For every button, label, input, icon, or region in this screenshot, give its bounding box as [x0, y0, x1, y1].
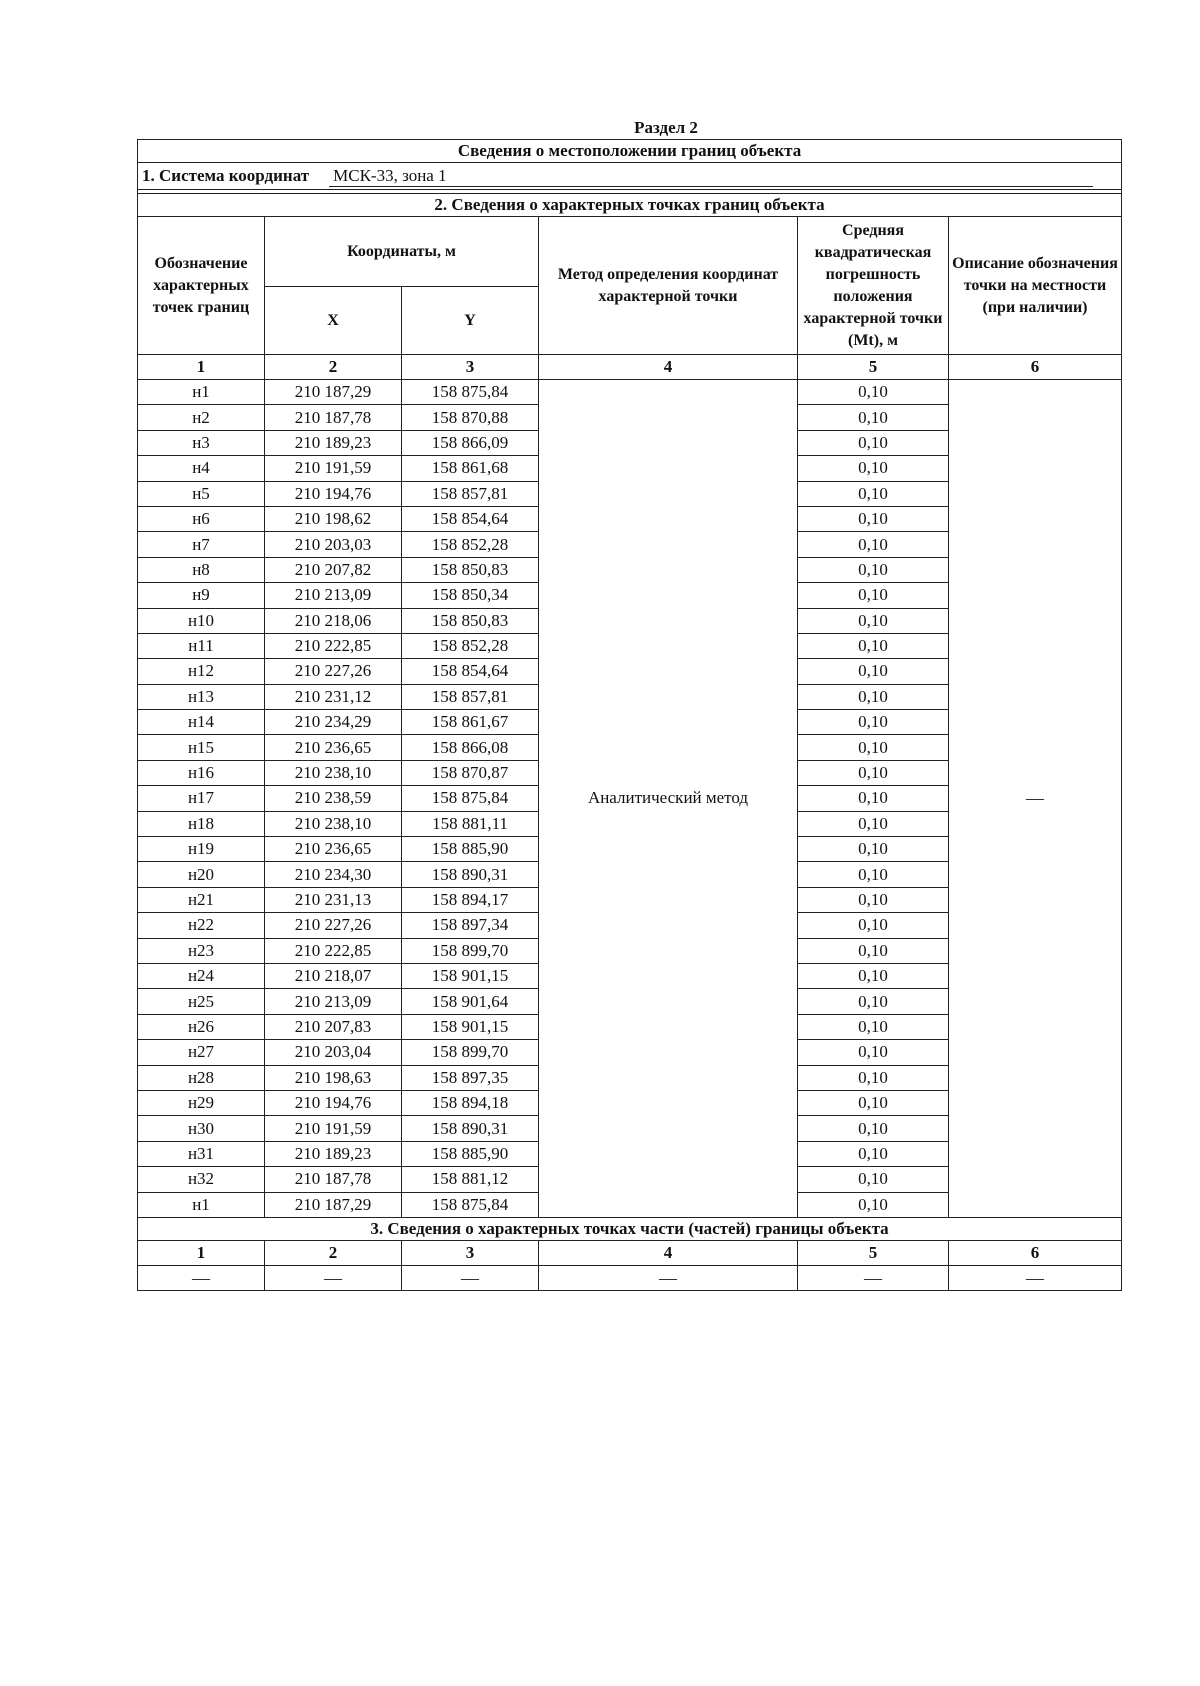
point-name: н15 [138, 735, 265, 760]
coord-system-label: 1. Система координат [142, 165, 310, 185]
empty-value: — [402, 1265, 539, 1290]
error-value: 0,10 [798, 405, 949, 430]
point-name: н16 [138, 760, 265, 785]
error-value: 0,10 [798, 380, 949, 405]
point-name: н10 [138, 608, 265, 633]
subsection3-values-row [138, 1265, 1122, 1290]
coord-x: 210 207,82 [265, 557, 402, 582]
coord-x: 210 238,10 [265, 811, 402, 836]
point-name: н22 [138, 913, 265, 938]
point-name: н30 [138, 1116, 265, 1141]
header-row-top [138, 217, 1122, 287]
coord-y: 158 899,70 [402, 1040, 539, 1065]
coord-x: 210 203,03 [265, 532, 402, 557]
point-name: н6 [138, 506, 265, 531]
error-value: 0,10 [798, 862, 949, 887]
point-name: н23 [138, 938, 265, 963]
coord-y: 158 870,88 [402, 405, 539, 430]
coord-x: 210 213,09 [265, 583, 402, 608]
point-name: н26 [138, 1014, 265, 1039]
header-error: Средняя квадратическая погрешность положения характерной точки (Mt), м [798, 217, 949, 355]
error-value: 0,10 [798, 1065, 949, 1090]
subsection2-row [138, 194, 1122, 217]
point-name: н17 [138, 786, 265, 811]
error-value: 0,10 [798, 735, 949, 760]
point-name: н28 [138, 1065, 265, 1090]
coord-y: 158 901,64 [402, 989, 539, 1014]
point-name: н21 [138, 887, 265, 912]
coord-y: 158 850,83 [402, 557, 539, 582]
coord-y: 158 881,12 [402, 1167, 539, 1192]
point-name: н5 [138, 481, 265, 506]
coord-y: 158 852,28 [402, 532, 539, 557]
point-name: н12 [138, 659, 265, 684]
error-value: 0,10 [798, 811, 949, 836]
coord-y: 158 890,31 [402, 862, 539, 887]
point-name: н27 [138, 1040, 265, 1065]
section-title: Раздел 2 [634, 118, 698, 137]
error-value: 0,10 [798, 684, 949, 709]
coord-x: 210 234,30 [265, 862, 402, 887]
column-number: 1 [138, 1240, 265, 1265]
coord-x: 210 189,23 [265, 430, 402, 455]
point-name: н14 [138, 710, 265, 735]
coord-y: 158 857,81 [402, 684, 539, 709]
coord-y: 158 875,84 [402, 1192, 539, 1217]
header-point-name: Обозначение характерных точек границ [138, 217, 265, 355]
error-value: 0,10 [798, 633, 949, 658]
coord-x: 210 194,76 [265, 481, 402, 506]
error-value: 0,10 [798, 1014, 949, 1039]
point-name: н7 [138, 532, 265, 557]
error-value: 0,10 [798, 557, 949, 582]
coord-x: 210 187,78 [265, 1167, 402, 1192]
error-value: 0,10 [798, 1040, 949, 1065]
coord-x: 210 198,63 [265, 1065, 402, 1090]
coord-y: 158 866,08 [402, 735, 539, 760]
coord-x: 210 222,85 [265, 938, 402, 963]
coord-y: 158 897,34 [402, 913, 539, 938]
coord-x: 210 238,10 [265, 760, 402, 785]
coord-y: 158 861,67 [402, 710, 539, 735]
header-x: X [265, 287, 402, 355]
empty-value: — [539, 1265, 798, 1290]
banner-title: Сведения о местоположении границ объекта [138, 140, 1122, 163]
coord-x: 210 231,12 [265, 684, 402, 709]
error-value: 0,10 [798, 837, 949, 862]
error-value: 0,10 [798, 430, 949, 455]
column-number: 2 [265, 355, 402, 380]
empty-value: — [798, 1265, 949, 1290]
coord-x: 210 218,07 [265, 963, 402, 988]
coord-x: 210 236,65 [265, 837, 402, 862]
point-name: н1 [138, 1192, 265, 1217]
column-number: 6 [949, 355, 1122, 380]
coord-x: 210 222,85 [265, 633, 402, 658]
point-name: н32 [138, 1167, 265, 1192]
point-name: н8 [138, 557, 265, 582]
coord-x: 210 213,09 [265, 989, 402, 1014]
coord-y: 158 897,35 [402, 1065, 539, 1090]
empty-value: — [265, 1265, 402, 1290]
error-value: 0,10 [798, 760, 949, 785]
header-description: Описание обозначения точки на местности (при наличии) [949, 217, 1122, 355]
coord-x: 210 234,29 [265, 710, 402, 735]
coord-y: 158 894,18 [402, 1090, 539, 1115]
column-number: 1 [138, 355, 265, 380]
point-name: н11 [138, 633, 265, 658]
error-value: 0,10 [798, 506, 949, 531]
point-name: н19 [138, 837, 265, 862]
error-value: 0,10 [798, 659, 949, 684]
coord-x: 210 236,65 [265, 735, 402, 760]
coord-y: 158 901,15 [402, 963, 539, 988]
coord-system-row [138, 163, 1122, 190]
column-number: 2 [265, 1240, 402, 1265]
error-value: 0,10 [798, 989, 949, 1014]
error-value: 0,10 [798, 1116, 949, 1141]
coord-y: 158 885,90 [402, 1141, 539, 1166]
error-value: 0,10 [798, 481, 949, 506]
empty-value: — [949, 1265, 1122, 1290]
table-row [138, 380, 1122, 405]
subsection2-title: 2. Сведения о характерных точках границ объекта [138, 194, 1122, 217]
point-name: н24 [138, 963, 265, 988]
error-value: 0,10 [798, 608, 949, 633]
method-cell: Аналитический метод [539, 380, 798, 1218]
column-number: 4 [539, 1240, 798, 1265]
coord-y: 158 866,09 [402, 430, 539, 455]
error-value: 0,10 [798, 887, 949, 912]
coord-y: 158 861,68 [402, 456, 539, 481]
column-number: 4 [539, 355, 798, 380]
point-name: н1 [138, 380, 265, 405]
error-value: 0,10 [798, 938, 949, 963]
coord-x: 210 198,62 [265, 506, 402, 531]
error-value: 0,10 [798, 1192, 949, 1217]
coord-x: 210 189,23 [265, 1141, 402, 1166]
error-value: 0,10 [798, 1167, 949, 1192]
coord-y: 158 854,64 [402, 659, 539, 684]
coord-y: 158 854,64 [402, 506, 539, 531]
coord-y: 158 850,34 [402, 583, 539, 608]
coord-y: 158 890,31 [402, 1116, 539, 1141]
subsection3-row [138, 1217, 1122, 1240]
coord-y: 158 875,84 [402, 786, 539, 811]
column-number: 5 [798, 355, 949, 380]
coord-y: 158 901,15 [402, 1014, 539, 1039]
header-method: Метод определения координат характерной точки [539, 217, 798, 355]
coord-y: 158 894,17 [402, 887, 539, 912]
coord-x: 210 187,29 [265, 1192, 402, 1217]
coord-y: 158 870,87 [402, 760, 539, 785]
boundary-table [137, 139, 1122, 1291]
subsection3-title: 3. Сведения о характерных точках части (частей) границы объекта [138, 1217, 1122, 1240]
point-name: н3 [138, 430, 265, 455]
coord-x: 210 203,04 [265, 1040, 402, 1065]
error-value: 0,10 [798, 1141, 949, 1166]
header-coordinates: Координаты, м [265, 217, 539, 287]
coord-x: 210 207,83 [265, 1014, 402, 1039]
coord-x: 210 191,59 [265, 456, 402, 481]
point-name: н9 [138, 583, 265, 608]
banner-row [138, 140, 1122, 163]
column-number: 6 [949, 1240, 1122, 1265]
error-value: 0,10 [798, 532, 949, 557]
error-value: 0,10 [798, 963, 949, 988]
coord-y: 158 857,81 [402, 481, 539, 506]
coord-x: 210 231,13 [265, 887, 402, 912]
column-number: 3 [402, 355, 539, 380]
column-number: 3 [402, 1240, 539, 1265]
coord-system-value: МСК-33, зона 1 [329, 166, 1093, 187]
coord-x: 210 238,59 [265, 786, 402, 811]
coord-x: 210 227,26 [265, 913, 402, 938]
point-name: н13 [138, 684, 265, 709]
description-cell: — [949, 380, 1122, 1218]
point-name: н2 [138, 405, 265, 430]
coord-x: 210 227,26 [265, 659, 402, 684]
coord-x: 210 218,06 [265, 608, 402, 633]
column-number: 5 [798, 1240, 949, 1265]
subsection3-numbers-row [138, 1240, 1122, 1265]
coord-y: 158 852,28 [402, 633, 539, 658]
point-name: н31 [138, 1141, 265, 1166]
column-numbers-row [138, 355, 1122, 380]
coord-y: 158 875,84 [402, 380, 539, 405]
coord-y: 158 899,70 [402, 938, 539, 963]
header-y: Y [402, 287, 539, 355]
coord-x: 210 187,29 [265, 380, 402, 405]
point-name: н18 [138, 811, 265, 836]
coord-y: 158 881,11 [402, 811, 539, 836]
error-value: 0,10 [798, 913, 949, 938]
error-value: 0,10 [798, 456, 949, 481]
error-value: 0,10 [798, 583, 949, 608]
error-value: 0,10 [798, 1090, 949, 1115]
coord-y: 158 885,90 [402, 837, 539, 862]
coord-x: 210 187,78 [265, 405, 402, 430]
coord-x: 210 191,59 [265, 1116, 402, 1141]
empty-value: — [138, 1265, 265, 1290]
coord-y: 158 850,83 [402, 608, 539, 633]
point-name: н29 [138, 1090, 265, 1115]
point-name: н4 [138, 456, 265, 481]
point-name: н25 [138, 989, 265, 1014]
error-value: 0,10 [798, 786, 949, 811]
error-value: 0,10 [798, 710, 949, 735]
point-name: н20 [138, 862, 265, 887]
coord-x: 210 194,76 [265, 1090, 402, 1115]
